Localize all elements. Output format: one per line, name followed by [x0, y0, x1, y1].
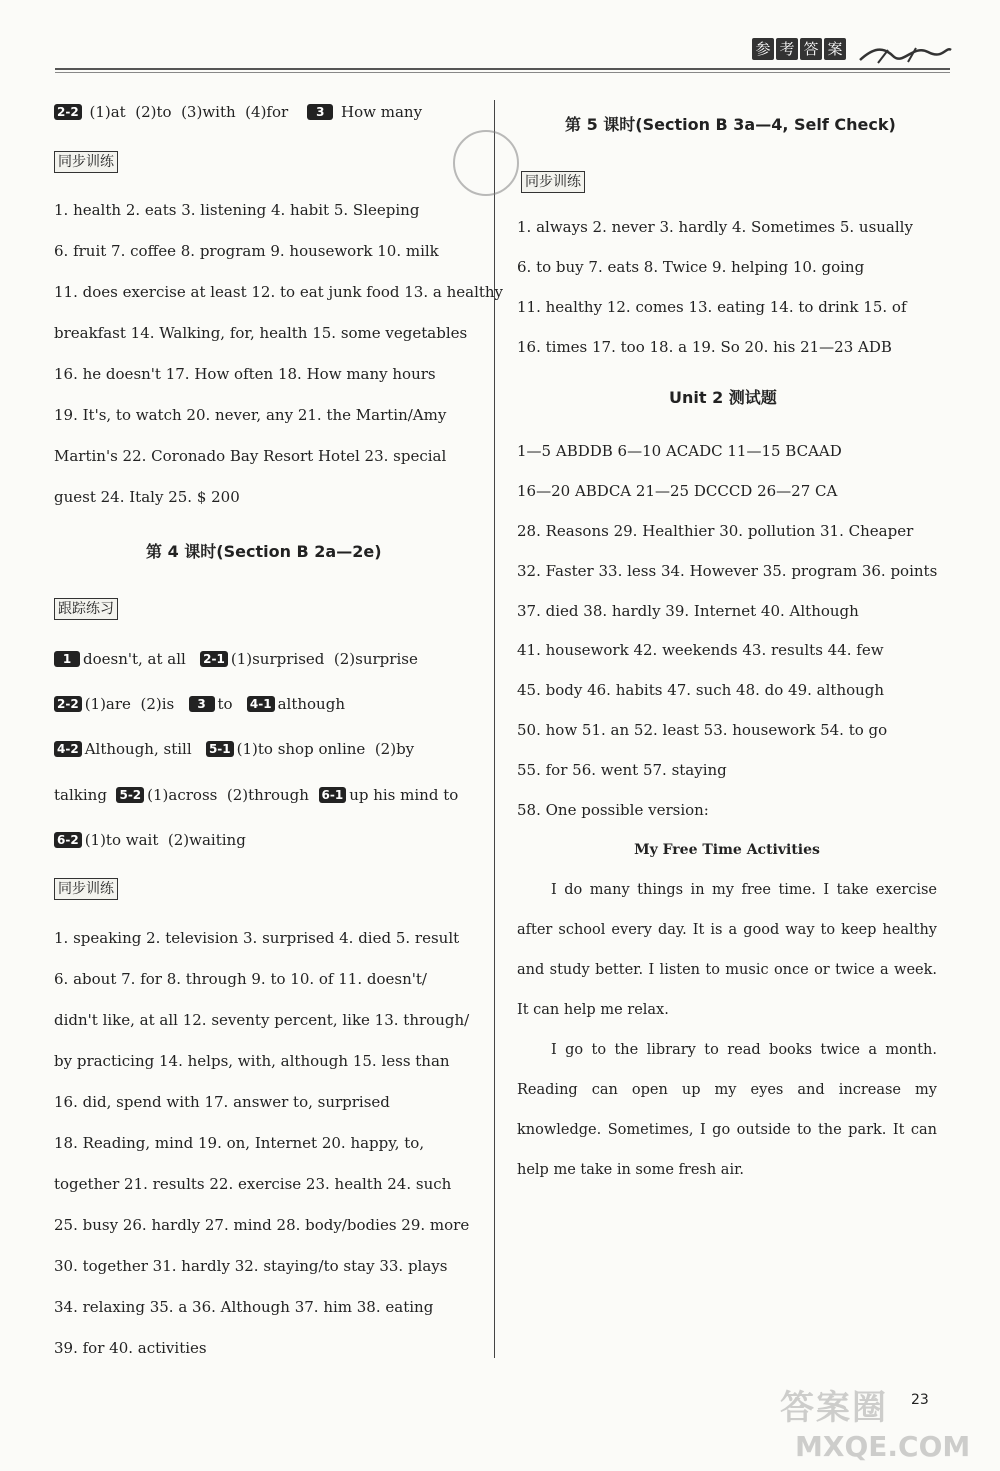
question-tag: 4-1	[247, 696, 275, 712]
answer-line: 1—5 ABDDB 6—10 ACADC 11—15 BCAAD	[517, 442, 842, 460]
question-tag: 3	[189, 696, 215, 712]
question-tag: 2-2	[54, 696, 82, 712]
answer-line: 39. for 40. activities	[54, 1339, 207, 1357]
question-tag: 6-2	[54, 832, 82, 848]
answer-line: 55. for 56. went 57. staying	[517, 761, 727, 779]
page-number: 23	[911, 1392, 929, 1408]
header-rule-thin	[55, 72, 950, 73]
answer-line: 37. died 38. hardly 39. Internet 40. Although	[517, 602, 859, 620]
essay-paragraph: I go to the library to read books twice a month. Reading can open up my eyes and increase my knowledge. Sometimes, I go outside to the park. It can help me take in some fresh air.	[517, 1042, 937, 1178]
watermark-url: MXQE.COM	[795, 1430, 971, 1463]
question-tag: 4-2	[54, 741, 82, 757]
answer-line: 11. does exercise at least 12. to eat junk food 13. a healthy	[54, 283, 504, 301]
badge-char: 答	[800, 38, 822, 60]
answer-line: 16—20 ABDCA 21—25 DCCCD 26—27 CA	[517, 482, 838, 500]
answer-line: 1. always 2. never 3. hardly 4. Sometimes 5. usually	[517, 218, 913, 236]
sync-training-label: 同步训练	[54, 878, 118, 900]
sync-training-label: 同步训练	[54, 151, 118, 173]
answer-line: 28. Reasons 29. Healthier 30. pollution 31. Cheaper	[517, 522, 914, 540]
answer-line: 6. to buy 7. eats 8. Twice 9. helping 10. going	[517, 258, 865, 276]
track-line	[54, 693, 345, 715]
answer-line: 32. Faster 33. less 34. However 35. program 36. points	[517, 562, 938, 580]
answer-line: 30. together 31. hardly 32. staying/to stay 33. plays	[54, 1257, 448, 1275]
section-title-lesson-5: 第 5 课时(Section B 3a—4, Self Check)	[565, 115, 896, 134]
sync-training-label: 同步训练	[521, 171, 585, 193]
unit-test-title: Unit 2 测试题	[669, 388, 777, 407]
track-line	[54, 648, 418, 670]
question-tag: 5-2	[116, 787, 144, 803]
answer-line: 34. relaxing 35. a 36. Although 37. him 38. eating	[54, 1298, 434, 1316]
track-line	[54, 738, 414, 760]
question-tag: 5-1	[206, 741, 234, 757]
answer-text: (1)surprised (2)surprise	[230, 650, 418, 668]
essay-title: My Free Time Activities	[634, 842, 820, 858]
answer-text: (1)to wait (2)waiting	[84, 831, 246, 849]
answer-line: 1. health 2. eats 3. listening 4. habit 5. Sleeping	[54, 201, 420, 219]
answer-text: (1)at (2)to (3)with (4)for	[89, 103, 289, 121]
answer-line: by practicing 14. helps, with, although 15. less than	[54, 1052, 450, 1070]
answer-text: doesn't, at all	[83, 650, 186, 668]
answer-line: 25. busy 26. hardly 27. mind 28. body/bodies 29. more	[54, 1216, 470, 1234]
answer-text: (1)to shop online (2)by	[236, 740, 415, 758]
section-title-lesson-4: 第 4 课时(Section B 2a—2e)	[146, 542, 382, 561]
header-answer-badge	[752, 38, 846, 60]
answer-text: How many	[341, 103, 423, 121]
answer-line: didn't like, at all 12. seventy percent, like 13. through/	[54, 1011, 470, 1029]
answer-text: Although, still	[84, 740, 192, 758]
answer-line: 41. housework 42. weekends 43. results 44. few	[517, 641, 884, 659]
answer-text: (1)across (2)through	[147, 786, 309, 804]
badge-char: 参	[752, 38, 774, 60]
header-logo-icon	[858, 38, 953, 68]
answer-line-top	[54, 101, 422, 123]
answer-text: although	[277, 695, 345, 713]
badge-char: 案	[824, 38, 846, 60]
answer-line: 58. One possible version:	[517, 801, 709, 819]
question-tag: 1	[54, 651, 80, 667]
answer-line: 19. It's, to watch 20. never, any 21. the Martin/Amy	[54, 406, 447, 424]
answer-text: up his mind to	[349, 786, 459, 804]
answer-line: together 21. results 22. exercise 23. health 24. such	[54, 1175, 452, 1193]
answer-line: 11. healthy 12. comes 13. eating 14. to drink 15. of	[517, 298, 907, 316]
badge-char: 考	[776, 38, 798, 60]
answer-line: 50. how 51. an 52. least 53. housework 54. to go	[517, 721, 888, 739]
answer-text: (1)are (2)is	[84, 695, 175, 713]
answer-text: talking	[54, 786, 107, 804]
answer-line: 18. Reading, mind 19. on, Internet 20. happy, to,	[54, 1134, 425, 1152]
answer-text: to	[217, 695, 233, 713]
tracking-practice-label: 跟踪练习	[54, 598, 118, 620]
left-column	[54, 96, 504, 1366]
question-tag: 2-2	[54, 104, 82, 120]
answer-line: 6. about 7. for 8. through 9. to 10. of 11. doesn't/	[54, 970, 427, 988]
answer-line: 45. body 46. habits 47. such 48. do 49. although	[517, 681, 885, 699]
header-rule	[55, 68, 950, 70]
essay-paragraph: I do many things in my free time. I take exercise after school every day. It is a good way to keep healthy and study better. I listen to music once or twice a week. It can help me relax.	[517, 882, 937, 1018]
answer-line: guest 24. Italy 25. $ 200	[54, 488, 240, 506]
question-tag: 2-1	[200, 651, 228, 667]
answer-line: 6. fruit 7. coffee 8. program 9. housework 10. milk	[54, 242, 439, 260]
answer-line: breakfast 14. Walking, for, health 15. some vegetables	[54, 324, 468, 342]
answer-line: 1. speaking 2. television 3. surprised 4. died 5. result	[54, 929, 460, 947]
question-tag: 3	[307, 104, 333, 120]
answer-line: 16. he doesn't 17. How often 18. How many hours	[54, 365, 436, 383]
track-line	[54, 784, 458, 806]
answer-line: Martin's 22. Coronado Bay Resort Hotel 23. special	[54, 447, 447, 465]
answer-line: 16. did, spend with 17. answer to, surprised	[54, 1093, 390, 1111]
answer-line: 16. times 17. too 18. a 19. So 20. his 21—23 ADB	[517, 338, 892, 356]
track-line	[54, 829, 246, 851]
watermark-logo: 答案圈	[780, 1388, 888, 1428]
question-tag: 6-1	[319, 787, 347, 803]
right-column	[517, 96, 937, 1196]
